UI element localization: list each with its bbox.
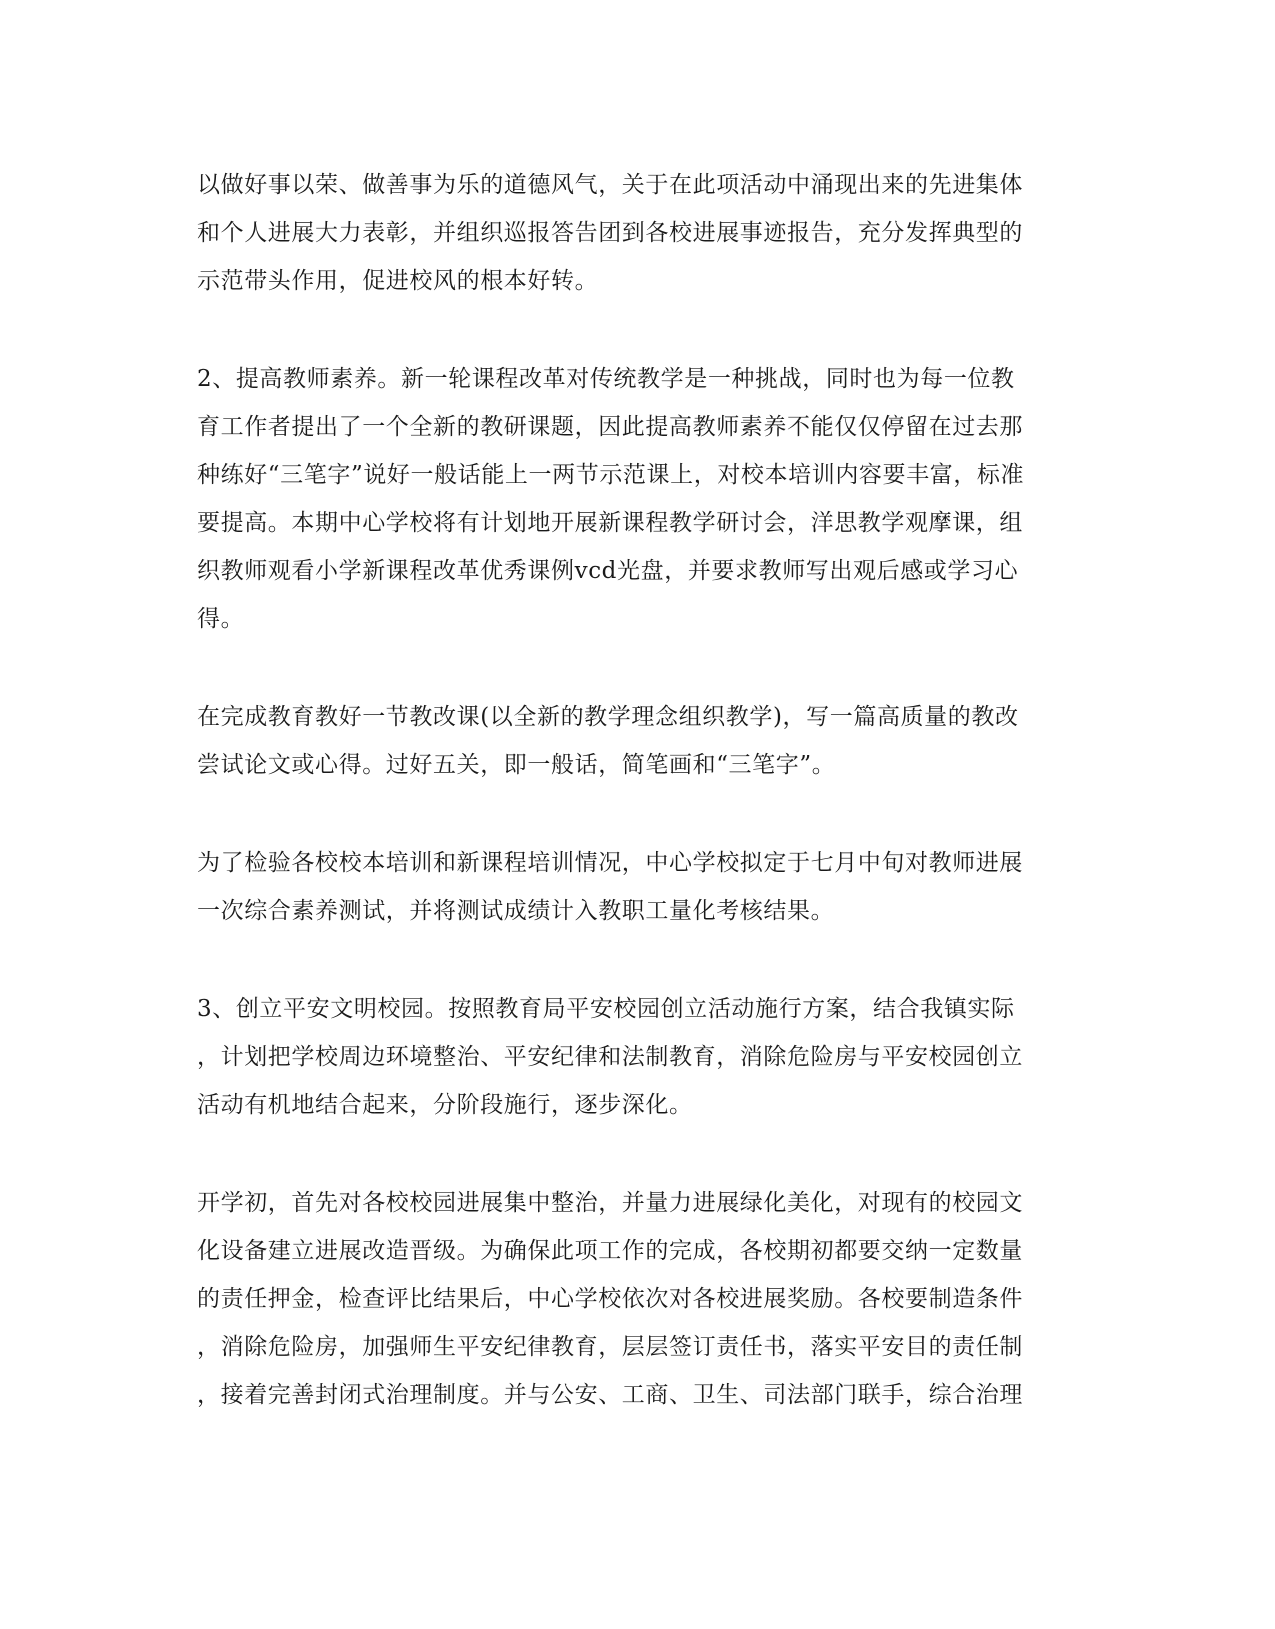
text-line: 织教师观看小学新课程改革优秀课例vcd光盘，并要求教师写出观后感或学习心 <box>197 558 1019 584</box>
text-line: 一次综合素养测试，并将测试成绩计入教职工量化考核结果。 <box>197 898 835 924</box>
text-line: 的责任押金，检查评比结果后，中心学校依次对各校进展奖励。各校要制造条件 <box>197 1286 1023 1312</box>
text-line: 要提高。本期中心学校将有计划地开展新课程教学研讨会，洋思教学观摩课，组 <box>197 510 1023 536</box>
document-body <box>197 161 1077 1469</box>
text-line: 2、提高教师素养。新一轮课程改革对传统教学是一种挑战，同时也为每一位教 <box>197 366 1015 392</box>
text-line: 3、创立平安文明校园。按照教育局平安校园创立活动施行方案，结合我镇实际 <box>197 996 1015 1022</box>
text-line: 开学初，首先对各校校园进展集中整治，并量力进展绿化美化，对现有的校园文 <box>197 1190 1023 1216</box>
paragraph-1 <box>197 161 1077 305</box>
text-line: 示范带头作用，促进校风的根本好转。 <box>197 268 599 294</box>
text-line: 为了检验各校校本培训和新课程培训情况，中心学校拟定于七月中旬对教师进展 <box>197 850 1023 876</box>
text-line: 在完成教育教好一节教改课(以全新的教学理念组织教学)，写一篇高质量的教改 <box>197 704 1019 730</box>
text-line: 和个人进展大力表彰，并组织巡报答告团到各校进展事迹报告，充分发挥典型的 <box>197 220 1023 246</box>
paragraph-2 <box>197 355 1077 643</box>
text-line: 以做好事以荣、做善事为乐的道德风气，关于在此项活动中涌现出来的先进集体 <box>197 172 1023 198</box>
text-line: 活动有机地结合起来，分阶段施行，逐步深化。 <box>197 1092 693 1118</box>
text-line: 育工作者提出了一个全新的教研课题，因此提高教师素养不能仅仅停留在过去那 <box>197 414 1023 440</box>
paragraph-3 <box>197 693 1077 789</box>
paragraph-6 <box>197 1179 1077 1419</box>
text-line: ，计划把学校周边环境整治、平安纪律和法制教育，消除危险房与平安校园创立 <box>197 1044 1023 1070</box>
text-line: 化设备建立进展改造晋级。为确保此项工作的完成，各校期初都要交纳一定数量 <box>197 1238 1023 1264</box>
paragraph-5 <box>197 985 1077 1129</box>
paragraph-4 <box>197 839 1077 935</box>
text-line: ，接着完善封闭式治理制度。并与公安、工商、卫生、司法部门联手，综合治理 <box>197 1382 1023 1408</box>
text-line: ，消除危险房，加强师生平安纪律教育，层层签订责任书，落实平安目的责任制 <box>197 1334 1023 1360</box>
text-line: 尝试论文或心得。过好五关，即一般话，简笔画和“三笔字”。 <box>197 752 836 778</box>
text-line: 得。 <box>197 606 245 632</box>
text-line: 种练好“三笔字”说好一般话能上一两节示范课上，对校本培训内容要丰富，标准 <box>197 462 1025 488</box>
